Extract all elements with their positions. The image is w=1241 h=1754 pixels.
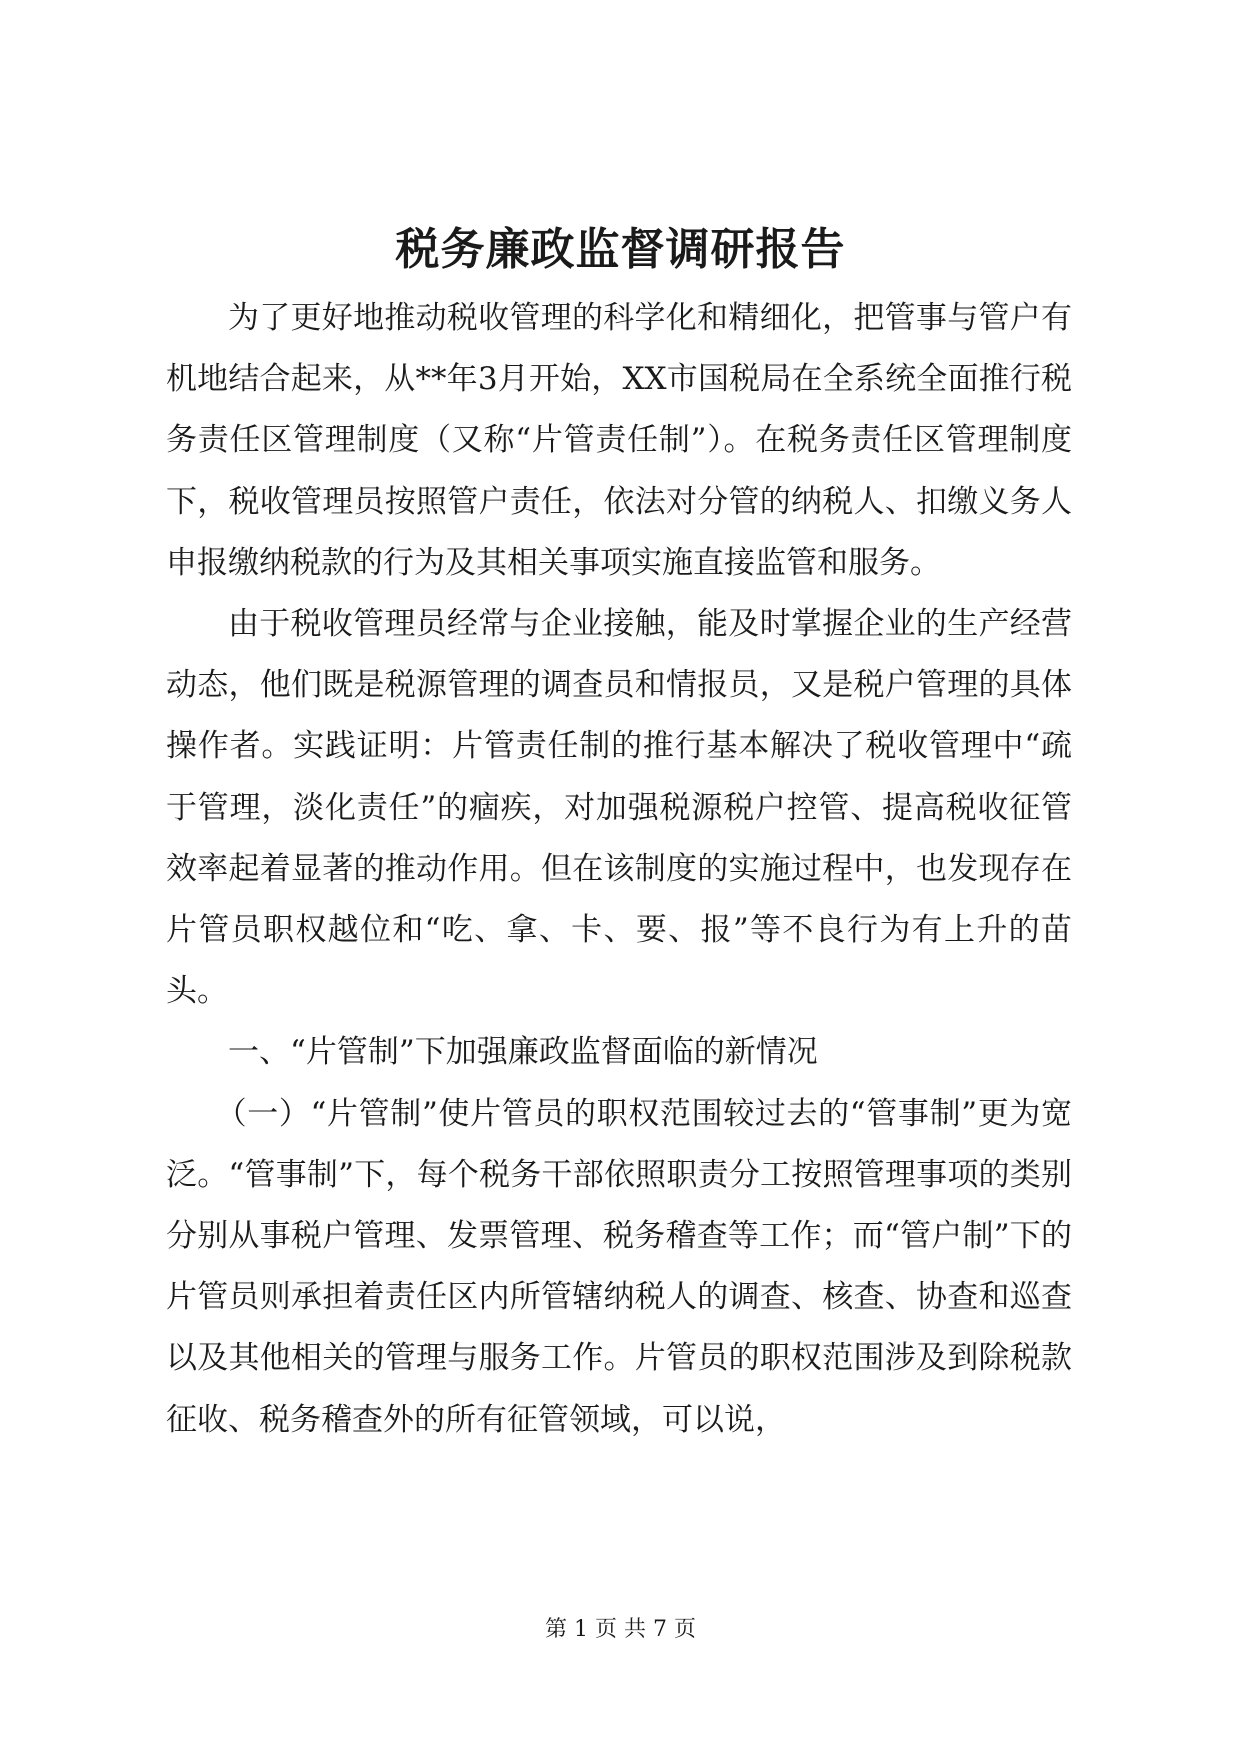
paragraph-background: 由于税收管理员经常与企业接触，能及时掌握企业的生产经营动态，他们既是税源管理的调查员和情报员，又是税户管理的具体操作者。实践证明：片管责任制的推行基本解决了税收管理中“疏于管理，淡化责任”的痼疾，对加强税源税户控管、提高税收征管效率起着显著的推动作用。但在该制度的实施过程中，也发现存在片管员职权越位和“吃、拿、卡、要、报”等不良行为有上升的苗头。 — [166, 606, 1072, 1010]
paragraph-subsection-1: （一）“片管制”使片管员的职权范围较过去的“管事制”更为宽泛。“管事制”下，每个税务干部依照职责分工按照管理事项的类别分别从事税户管理、发票管理、税务稽查等工作；而“管户制”下的片管员则承担着责任区内所管辖纳税人的调查、核查、协查和巡查以及其他相关的管理与服务工作。片管员的职权范围涉及到除税款征收、税务稽查外的所有征管领域，可以说， — [166, 1095, 1072, 1438]
document-body — [166, 288, 1072, 1451]
paragraph-intro: 为了更好地推动税收管理的科学化和精细化，把管事与管户有机地结合起来，从**年3月开始，XX市国税局在全系统全面推行税务责任区管理制度（又称“片管责任制”）。在税务责任区管理制度下，税收管理员按照管户责任，依法对分管的纳税人、扣缴义务人申报缴纳税款的行为及其相关事项实施直接监管和服务。 — [166, 300, 1072, 581]
section-heading-1: 一、“片管制”下加强廉政监督面临的新情况 — [228, 1034, 818, 1071]
document-title: 税务廉政监督调研报告 — [395, 224, 846, 275]
page-footer: 第 1 页 共 7 页 — [545, 1617, 696, 1642]
